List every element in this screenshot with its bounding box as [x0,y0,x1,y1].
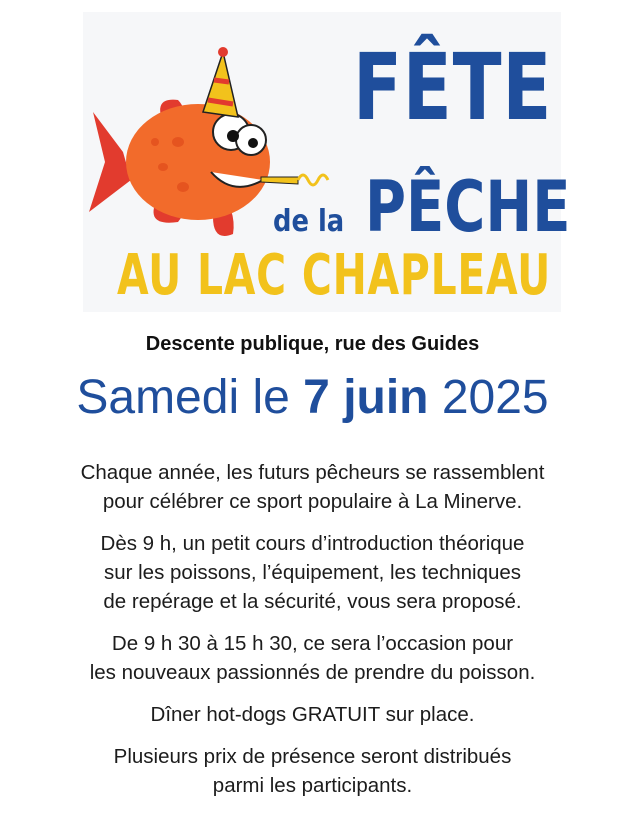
text-line: Plusieurs prix de présence seront distribués [113,745,512,768]
text-line: parmi les participants. [212,774,413,797]
title-lake: AU LAC CHAPLEAU [117,243,552,308]
text-line: les nouveaux passionnés de prendre du poisson. [89,661,536,684]
paragraph-intro [0,458,625,516]
date-prefix: Samedi le [76,371,290,424]
text-line: De 9 h 30 à 15 h 30, ce sera l’occasion pour [111,632,514,655]
paragraph-schedule [0,629,625,687]
text-line: de repérage et la sécurité, vous sera proposé. [103,590,522,613]
text-line: Dîner hot-dogs GRATUIT sur place. [150,703,475,726]
title-peche: PÊCHE [365,166,571,248]
text-line: Chaque année, les futurs pêcheurs se rassemblent [80,461,545,484]
text-line: sur les poissons, l’équipement, les techniques [103,561,522,584]
title-de-la: de la [273,204,345,239]
text-line: Dès 9 h, un petit cours d’introduction théorique [100,532,525,555]
event-description [0,458,625,813]
paragraph-dinner [0,700,625,729]
event-location: Descente publique, rue des Guides [145,333,480,355]
text-line: pour célébrer ce sport populaire à La Minerve. [102,490,523,513]
date-day-month: 7 juin [303,371,429,424]
date-year: 2025 [441,371,549,424]
paragraph-course [0,529,625,616]
title-fete: FÊTE [353,34,553,141]
event-date [0,370,625,425]
paragraph-prizes [0,742,625,800]
event-banner [83,12,571,312]
